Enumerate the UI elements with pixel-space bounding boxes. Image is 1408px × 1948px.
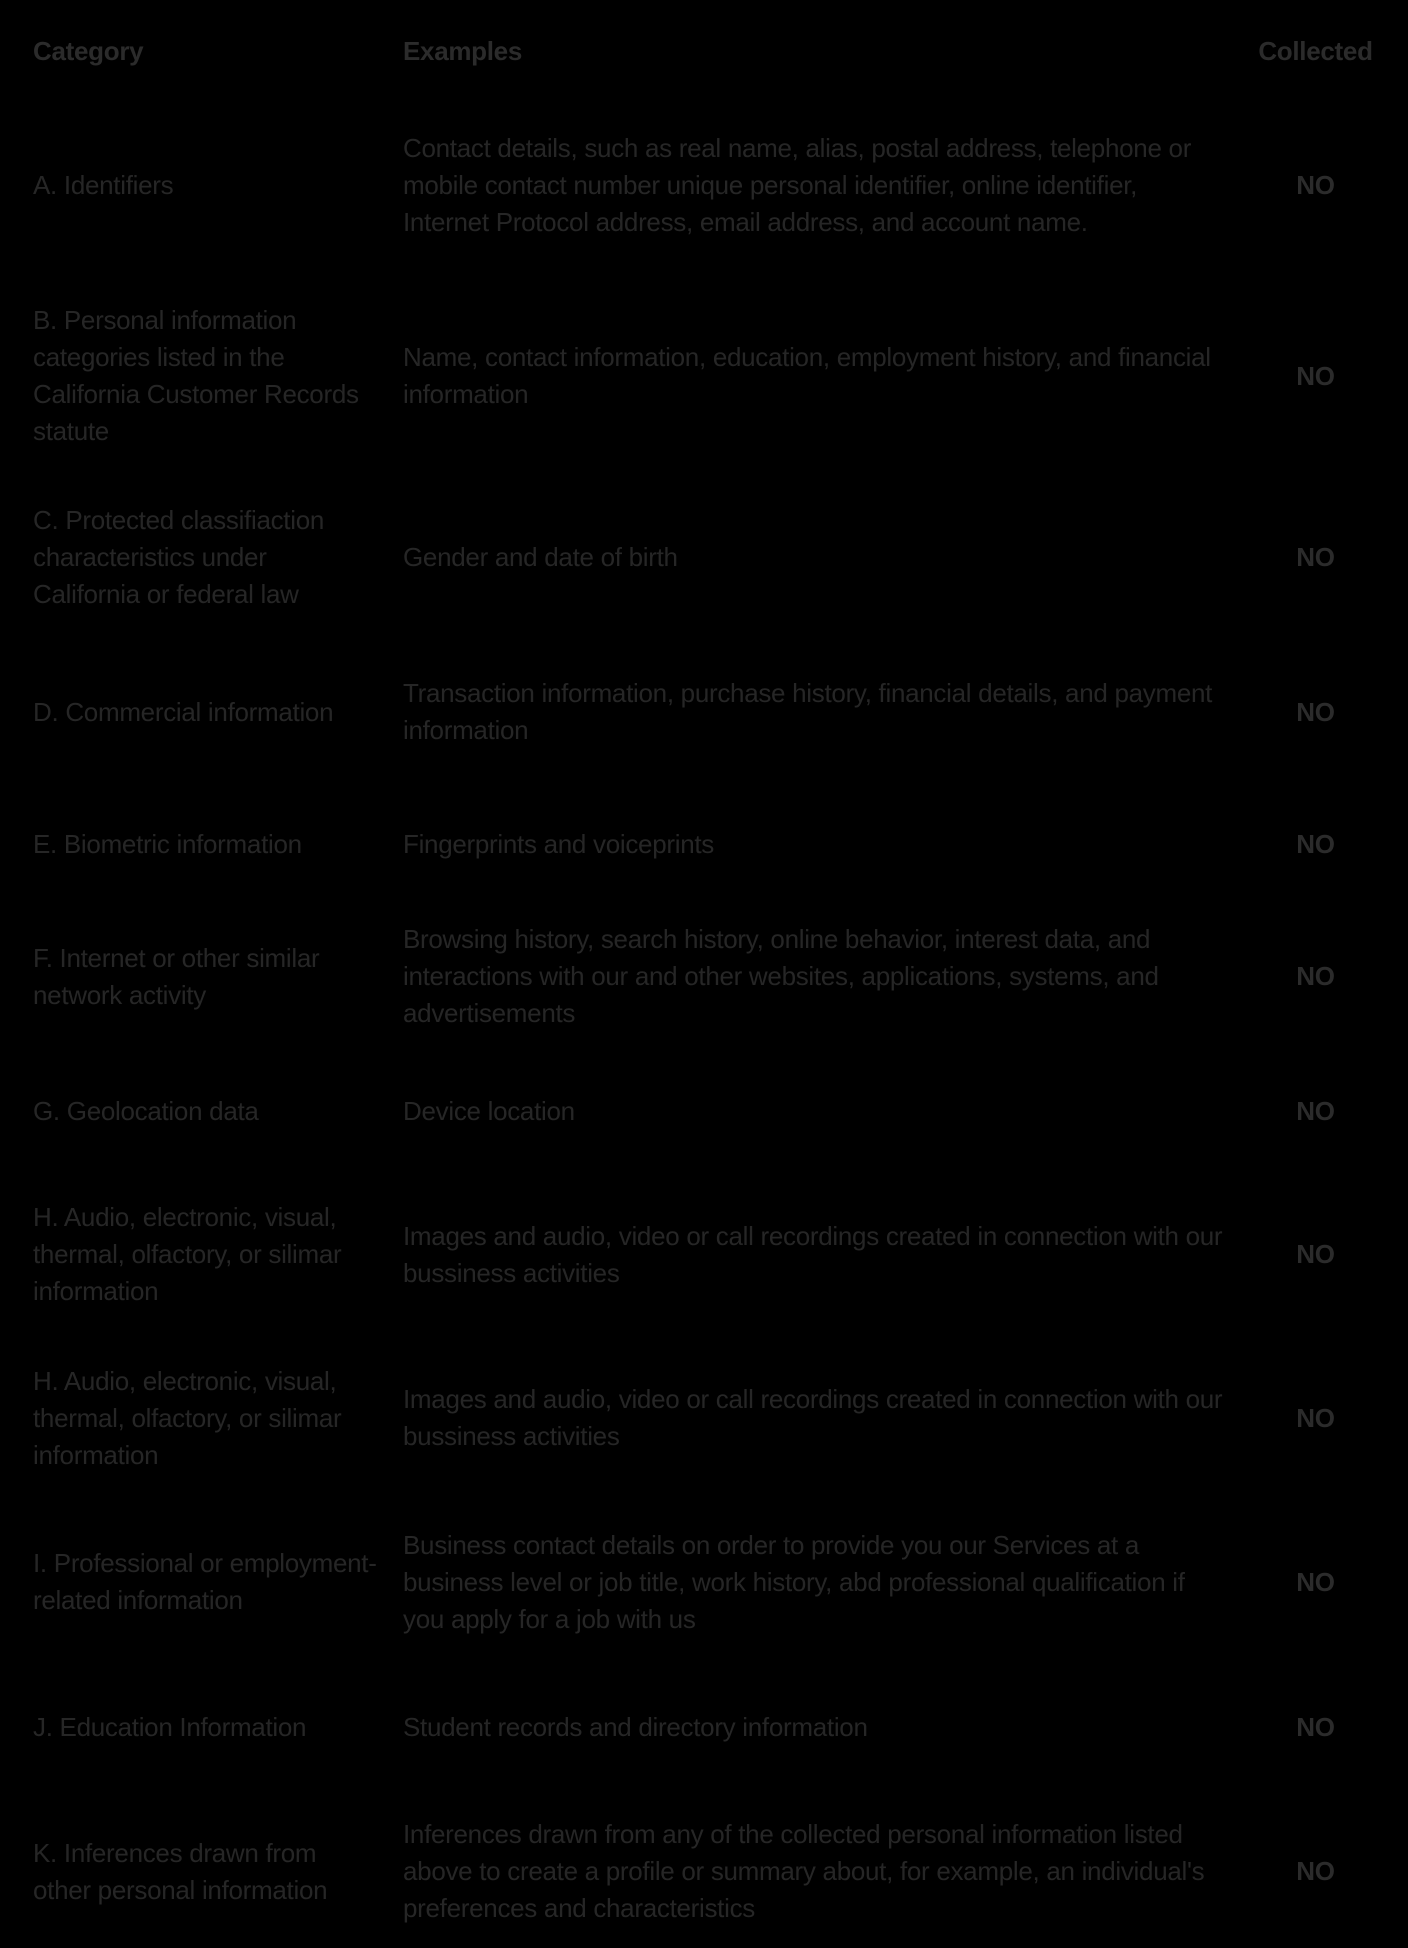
table-header-row (0, 0, 1408, 90)
category-cell: G. Geolocation data (33, 1096, 259, 1126)
table-row (0, 1178, 1408, 1331)
collected-cell: NO (1296, 1096, 1335, 1126)
header-category: Category (33, 35, 144, 66)
collected-cell: NO (1296, 1402, 1335, 1433)
category-cell: I. Professional or employment-related information (33, 1548, 377, 1615)
examples-cell: Fingerprints and voiceprints (403, 828, 714, 859)
collected-cell: NO (1296, 961, 1335, 991)
collected-cell: NO (1296, 542, 1335, 572)
table-row (0, 90, 1408, 281)
table-row (0, 1505, 1408, 1659)
collected-cell: NO (1296, 1711, 1335, 1742)
collected-cell: NO (1296, 828, 1335, 859)
examples-cell: Student records and directory information (403, 1711, 868, 1742)
table-row (0, 908, 1408, 1045)
examples-cell: Name, contact information, education, employment history, and financial information (403, 342, 1211, 409)
table-row (0, 471, 1408, 644)
examples-cell: Gender and date of birth (403, 542, 678, 572)
category-cell: F. Internet or other similar network activity (33, 942, 320, 1010)
table-row (0, 1045, 1408, 1178)
collected-cell: NO (1296, 696, 1335, 727)
collected-cell: NO (1296, 170, 1335, 200)
category-cell: K. Inferences drawn from other personal information (33, 1837, 328, 1905)
category-cell: E. Biometric information (33, 828, 302, 859)
examples-cell: Images and audio, video or call recordings created in connection with our bussiness activities (403, 1384, 1223, 1451)
header-collected: Collected (1258, 35, 1373, 66)
examples-cell: Business contact details on order to provide you our Services at a business level or job title, work history, abd professional qualification if you apply for a job with us (403, 1529, 1185, 1634)
examples-cell: Contact details, such as real name, alias, postal address, telephone or mobile contact number unique personal identifier, online identifier, Internet Protocol address, email address, and account name. (403, 133, 1192, 237)
table-row (0, 1331, 1408, 1505)
examples-cell: Images and audio, video or call recordings created in connection with our bussiness activities (403, 1220, 1223, 1288)
collected-cell: NO (1296, 1566, 1335, 1597)
table-row (0, 644, 1408, 780)
table-row (0, 780, 1408, 908)
table-row (0, 1659, 1408, 1795)
category-cell: D. Commercial information (33, 696, 334, 727)
category-cell: A. Identifiers (33, 170, 174, 200)
examples-cell: Browsing history, search history, online behavior, interest data, and interactions with our and other websites, applications, systems, and advertisements (403, 924, 1159, 1028)
table-row (0, 1795, 1408, 1948)
category-cell: J. Education Information (33, 1711, 307, 1742)
examples-cell: Transaction information, purchase history, financial details, and payment information (403, 678, 1213, 745)
category-cell: B. Personal information categories listed in the California Customer Records statute (33, 305, 359, 446)
category-cell: H. Audio, electronic, visual, thermal, olfactory, or silimar information (33, 1365, 342, 1470)
collected-cell: NO (1296, 1239, 1335, 1269)
table-row (0, 281, 1408, 471)
examples-cell: Inferences drawn from any of the collected personal information listed above to create a profile or summary about, for example, an individual's preferences and characteristics (403, 1819, 1205, 1923)
header-examples: Examples (403, 35, 523, 66)
category-cell: C. Protected classifiaction characteristics under California or federal law (33, 505, 325, 609)
collected-cell: NO (1296, 360, 1335, 391)
examples-cell: Device location (403, 1096, 575, 1126)
collected-cell: NO (1296, 1856, 1335, 1886)
category-cell: H. Audio, electronic, visual, thermal, olfactory, or silimar information (33, 1202, 342, 1306)
